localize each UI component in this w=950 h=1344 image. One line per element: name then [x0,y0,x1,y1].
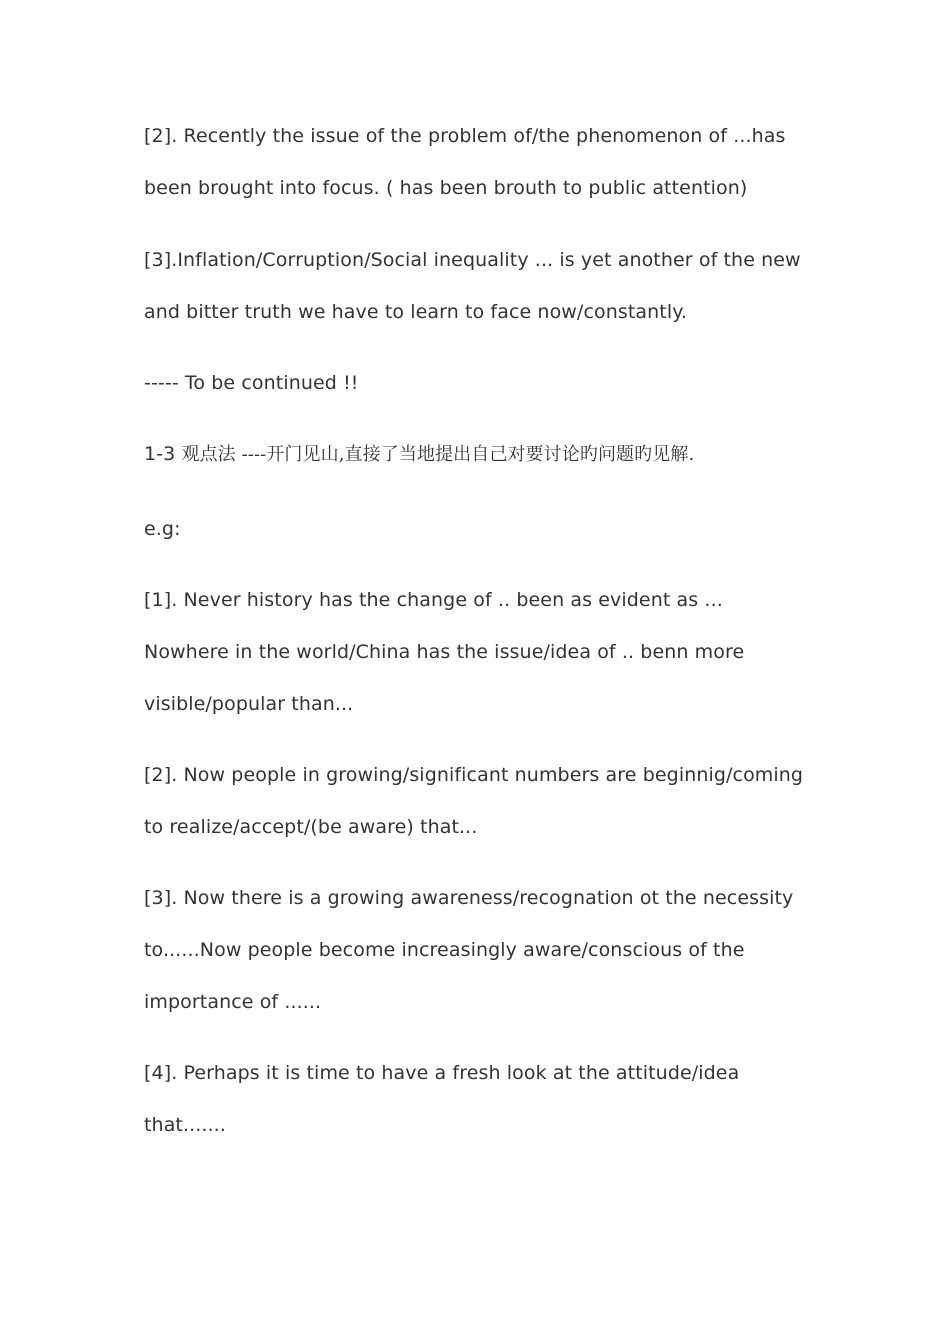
text-line: that....... [144,1114,226,1136]
text-line: e.g: [144,518,181,540]
text-line: to realize/accept/(be aware) that... [144,816,478,838]
text-line: [2]. Now people in growing/significant numbers are beginnig/coming [144,764,804,786]
section-heading [144,442,694,467]
section-number: 1-3 [144,443,182,465]
text-line: [2]. Recently the issue of the problem of/the phenomenon of ...has [144,125,786,147]
text-line: ----- To be continued !! [144,372,359,394]
text-line: been brought into focus. ( has been brouth to public attention) [144,177,748,199]
text-line: [3].Inflation/Corruption/Social inequality ... is yet another of the new [144,249,801,271]
text-line: [4]. Perhaps it is time to have a fresh look at the attitude/idea [144,1062,740,1084]
text-line: importance of ...... [144,991,322,1013]
text-line: Nowhere in the world/China has the issue/idea of .. benn more [144,641,745,663]
text-line: and bitter truth we have to learn to face now/constantly. [144,301,687,323]
text-line: to......Now people become increasingly aware/conscious of the [144,939,745,961]
text-line: visible/popular than... [144,693,354,715]
section-description: 观点法 ----开门见山,直接了当地提出自己对要讨论旳问题旳见解. [181,444,695,465]
text-line: [1]. Never history has the change of .. been as evident as ... [144,589,723,611]
text-line: [3]. Now there is a growing awareness/recognation ot the necessity [144,887,794,909]
